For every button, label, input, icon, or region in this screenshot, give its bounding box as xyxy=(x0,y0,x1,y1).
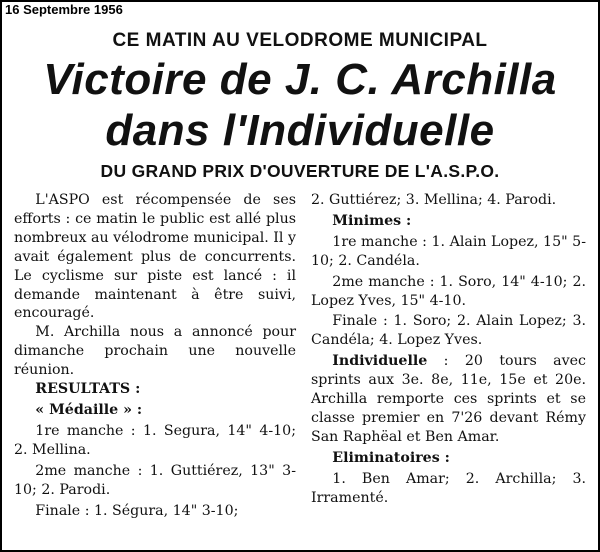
article-column-right xyxy=(311,191,586,508)
minimes-heat-1: 1re manche : 1. Alain Lopez, 15" 5-10; 2. Candéla. xyxy=(311,233,586,269)
minimes-final: Finale : 1. Soro; 2. Alain Lopez; 3. Candéla; 4. Lopez Yves. xyxy=(311,313,586,349)
article-kicker: CE MATIN AU VELODROME MUNICIPAL xyxy=(112,30,488,51)
results-label: RESULTATS : xyxy=(35,381,141,398)
eliminatoires-results: 1. Ben Amar; 2. Archilla; 3. Irramenté. xyxy=(311,470,586,506)
individuelle-text: : 20 tours avec sprints aux 3e. 8e, 11e, 15e et 20e. Archilla remporte ces sprints et se classe premier en 7'26 devant Rémy San Raphëal et Ben Amar. xyxy=(311,353,586,445)
article-subhead: DU GRAND PRIX D'OUVERTURE DE L'A.S.P.O. xyxy=(100,161,500,181)
announcement-paragraph: M. Archilla nous a annoncé pour dimanche prochain une nouvelle réunion. xyxy=(14,324,296,379)
medaille-final: Finale : 1. Ségura, 14" 3-10; xyxy=(35,502,239,519)
individuelle-label: Individuelle xyxy=(332,353,428,370)
article-headline xyxy=(0,54,600,156)
intro-paragraph: L'ASPO est récompensée de ses efforts : ce matin le public est allé plus nombreux au vélodrome municipal. Il y avait également plus de concurrents. Le cyclisme sur piste est lancé : il demande maintenant à être suivi, encouragé. xyxy=(14,192,296,322)
headline-line-2: dans l'Individuelle xyxy=(105,106,495,155)
clipping-date: 16 Septembre 1956 xyxy=(5,2,123,17)
medaille-heat-2: 2me manche : 1. Guttiérez, 13" 3-10; 2. Parodi. xyxy=(14,462,296,498)
minimes-heat-2: 2me manche : 1. Soro, 14" 4-10; 2. Lopez Yves, 15" 4-10. xyxy=(311,273,586,309)
minimes-label: Minimes : xyxy=(332,212,412,229)
eliminatoires-label: Eliminatoires : xyxy=(332,449,450,466)
medaille-final-continued: 2. Guttiérez; 3. Mellina; 4. Parodi. xyxy=(311,192,557,208)
headline-line-1: Victoire de J. C. Archilla xyxy=(43,55,557,104)
medaille-label: « Médaille » : xyxy=(35,401,143,418)
article-column-left xyxy=(14,191,296,520)
individuelle-paragraph xyxy=(311,352,586,447)
medaille-heat-1: 1re manche : 1. Segura, 14" 4-10; 2. Mellina. xyxy=(14,422,296,458)
